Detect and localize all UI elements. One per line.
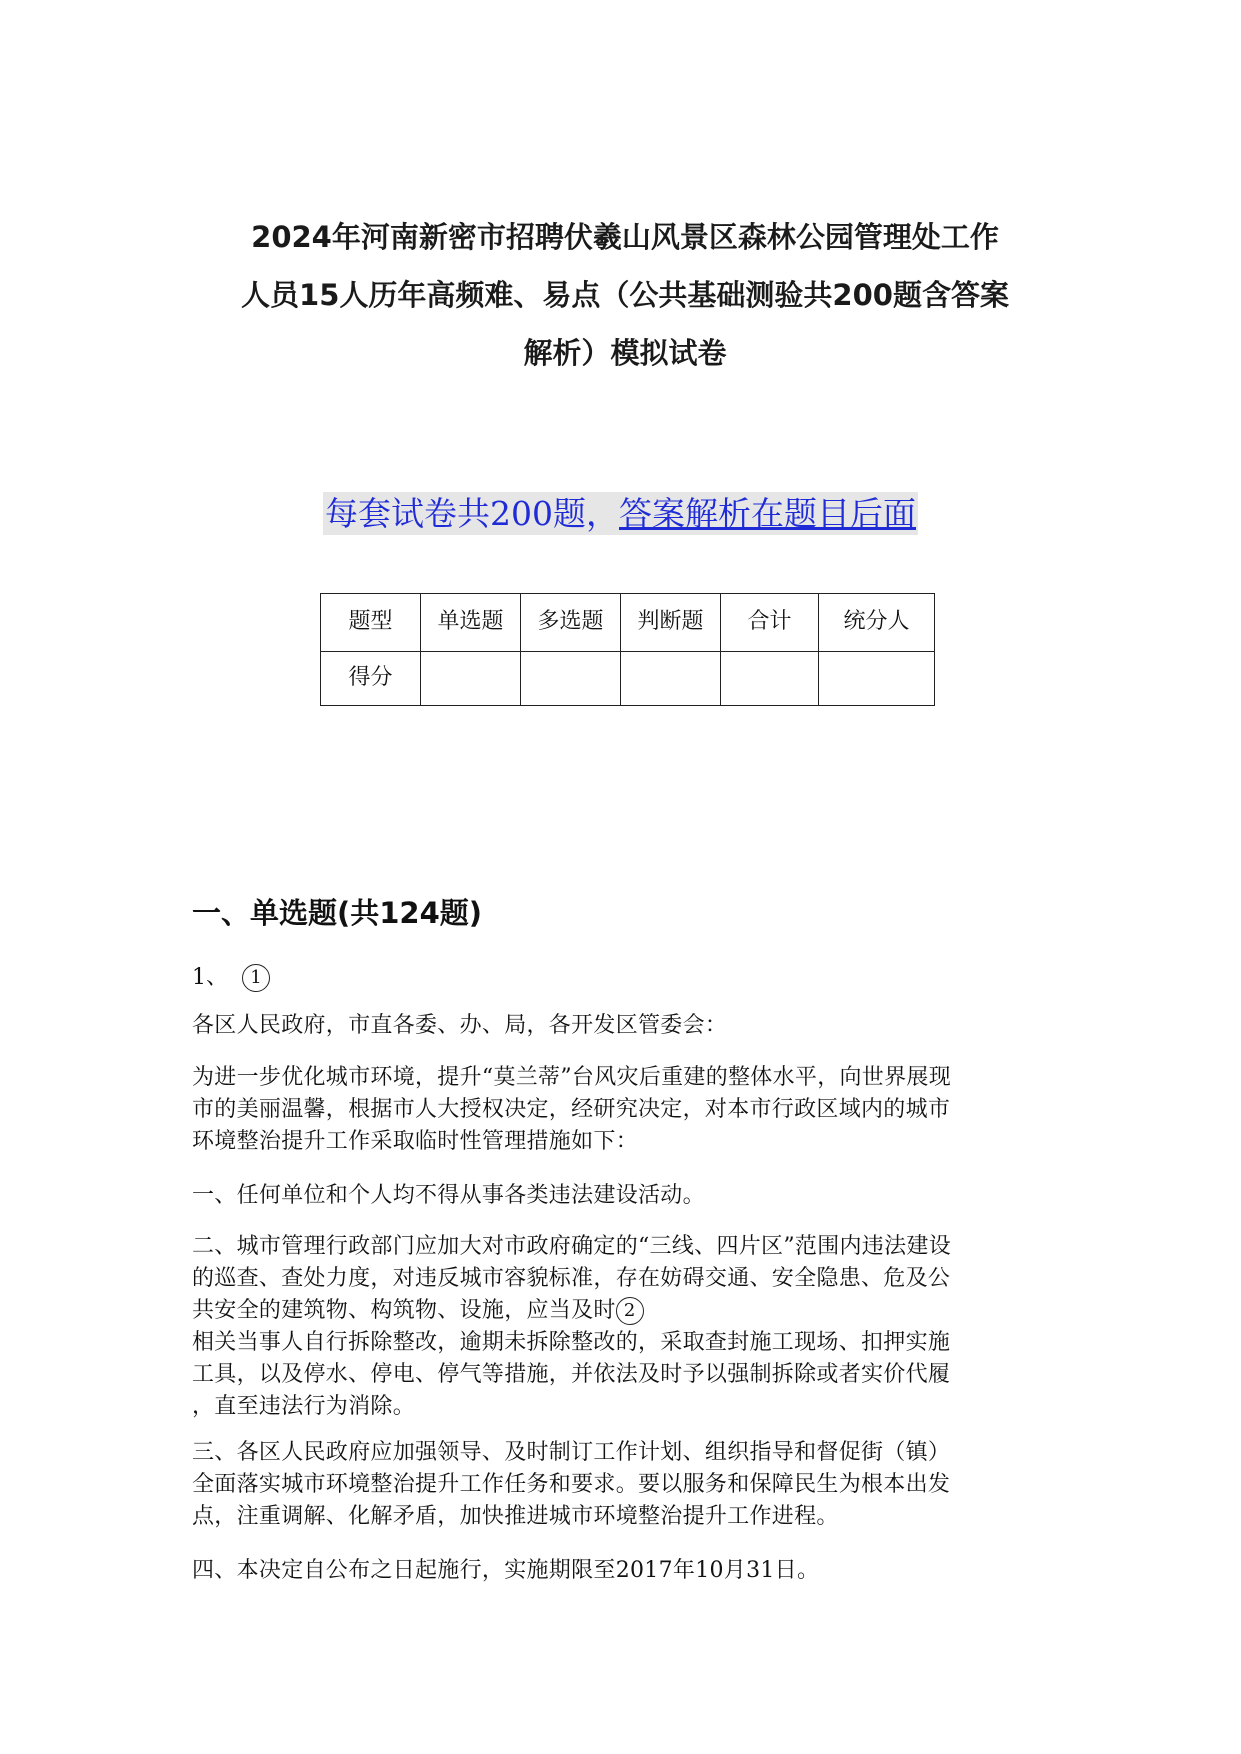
paragraph-line: 相关当事人自行拆除整改，逾期未拆除整改的，采取查封施工现场、扣押实施	[192, 1330, 951, 1355]
subtitle-highlight	[323, 492, 918, 535]
title-line: 解析）模拟试卷	[523, 336, 727, 370]
question-paragraph	[192, 1062, 1062, 1158]
section-heading: 一、单选题(共124题)	[192, 896, 483, 930]
paragraph-line: 全面落实城市环境整治提升工作任务和要求。要以服务和保障民生为根本出发	[192, 1472, 951, 1497]
header-cell: 统分人	[819, 594, 935, 652]
score-cell[interactable]	[621, 652, 721, 706]
question-paragraph	[192, 1010, 1062, 1042]
question-paragraph	[192, 1180, 1062, 1212]
paragraph-text: 共安全的建筑物、构筑物、设施，应当及时	[192, 1298, 616, 1323]
subtitle	[0, 494, 1241, 534]
score-table-header-row	[321, 594, 935, 652]
score-cell[interactable]	[819, 652, 935, 706]
paragraph-line: 工具，以及停水、停电、停气等措施，并依法及时予以强制拆除或者实价代履	[192, 1362, 951, 1387]
document-title	[175, 208, 1075, 382]
blank-marker-1	[242, 965, 270, 990]
blank-marker-2	[616, 1298, 644, 1323]
paragraph-line: 环境整治提升工作采取临时性管理措施如下：	[192, 1129, 639, 1154]
paragraph-line: 为进一步优化城市环境，提升“莫兰蒂”台风灾后重建的整体水平，向世界展现	[192, 1065, 951, 1090]
paragraph-line: 市的美丽温馨，根据市人大授权决定，经研究决定，对本市行政区域内的城市	[192, 1097, 951, 1122]
question-paragraph	[192, 1555, 1062, 1587]
paragraph-line: 三、各区人民政府应加强领导、及时制订工作计划、组织指导和督促街（镇）	[192, 1440, 951, 1465]
header-cell: 合计	[721, 594, 819, 652]
title-line: 人员15人历年高频难、易点（公共基础测验共200题含答案	[241, 278, 1009, 312]
score-cell[interactable]	[521, 652, 621, 706]
paragraph-line: 的巡查、查处力度，对违反城市容貌标准，存在妨碍交通、安全隐患、危及公	[192, 1266, 951, 1291]
subtitle-text: 每套试卷共200题，	[325, 494, 619, 533]
paragraph-line: 各区人民政府，市直各委、办、局，各开发区管委会：	[192, 1013, 728, 1038]
score-cell[interactable]	[421, 652, 521, 706]
question-number: 1、	[192, 965, 228, 990]
question-paragraph	[192, 1231, 1062, 1423]
paragraph-line: 二、城市管理行政部门应加大对市政府确定的“三线、四片区”范围内违法建设	[192, 1234, 951, 1259]
paragraph-line: 点，注重调解、化解矛盾，加快推进城市环境整治提升工作进程。	[192, 1504, 839, 1529]
row-label-cell: 得分	[321, 652, 421, 706]
paragraph-line: ，直至违法行为消除。	[192, 1394, 416, 1419]
header-cell: 判断题	[621, 594, 721, 652]
header-cell: 多选题	[521, 594, 621, 652]
paragraph-line	[192, 1295, 1062, 1327]
header-cell: 单选题	[421, 594, 521, 652]
question-paragraph	[192, 1437, 1062, 1533]
circled-number-2: 2	[616, 1297, 644, 1325]
title-line: 2024年河南新密市招聘伏羲山风景区森林公园管理处工作	[251, 220, 999, 254]
question-number-line	[192, 962, 270, 994]
score-table-score-row	[321, 652, 935, 706]
answer-link[interactable]: 答案解析在题目后面	[619, 494, 916, 533]
score-cell[interactable]	[721, 652, 819, 706]
paragraph-line: 一、任何单位和个人均不得从事各类违法建设活动。	[192, 1183, 705, 1208]
score-table	[320, 593, 935, 706]
header-cell: 题型	[321, 594, 421, 652]
circled-number-1: 1	[242, 964, 270, 992]
paragraph-line: 四、本决定自公布之日起施行，实施期限至2017年10月31日。	[192, 1558, 820, 1583]
